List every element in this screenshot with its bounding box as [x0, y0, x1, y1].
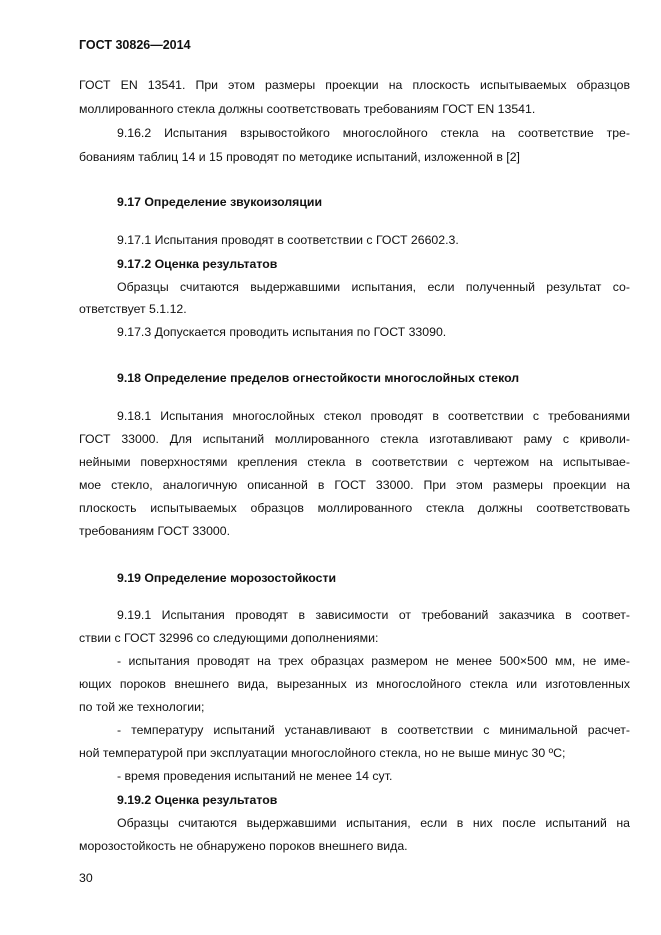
subsection-heading: 9.17.2 Оценка результатов — [117, 257, 278, 271]
text-line: ствии с ГОСТ 32996 со следующими дополнениями: — [79, 631, 379, 645]
text-line: ющих пороков внешнего вида, вырезанных из многослойного стекла или изготовленных — [79, 677, 630, 691]
text-line: 9.18.1 Испытания многослойных стекол проводят в соответствии с требованиями — [117, 409, 630, 423]
text-line: плоскость испытываемых образцов моллированного стекла должны соответствовать — [79, 501, 630, 515]
text-line: 9.17.1 Испытания проводят в соответствии с ГОСТ 26602.3. — [117, 233, 459, 247]
text-line: бованиям таблиц 14 и 15 проводят по методике испытаний, изложенной в [2] — [79, 150, 520, 164]
text-line: 9.17.3 Допускается проводить испытания по ГОСТ 33090. — [117, 325, 447, 339]
section-heading: 9.19 Определение морозостойкости — [117, 571, 337, 585]
text-line: требованиям ГОСТ 33000. — [79, 524, 231, 538]
text-line: ной температурой при эксплуатации многослойного стекла, но не выше минус 30 ºC; — [79, 746, 566, 760]
list-item: - температуру испытаний устанавливают в соответствии с минимальной расчет- — [117, 723, 630, 737]
list-item: - испытания проводят на трех образцах размером не менее 500×500 мм, не име- — [117, 654, 630, 668]
text-line: нейными поверхностями крепления стекла в соответствии с чертежом на испытывае- — [79, 455, 630, 469]
text-line: Образцы считаются выдержавшими испытания, если в них после испытаний на — [117, 816, 630, 830]
page-number: 30 — [79, 871, 93, 885]
list-item: - время проведения испытаний не менее 14 сут. — [117, 769, 393, 783]
text-line: 9.19.1 Испытания проводят в зависимости от требований заказчика в соответ- — [117, 608, 630, 622]
subsection-heading: 9.19.2 Оценка результатов — [117, 793, 278, 807]
text-line: по той же технологии; — [79, 700, 205, 714]
text-line: мое стекло, аналогичную описанной в ГОСТ 33000. При этом размеры проекции на — [79, 478, 630, 492]
text-line: Образцы считаются выдержавшими испытания, если полученный результат со- — [117, 280, 630, 294]
text-line: моллированного стекла должны соответствовать требованиям ГОСТ EN 13541. — [79, 102, 536, 116]
text-line: ГОСТ 33000. Для испытаний моллированного стекла изготавливают раму с криволи- — [79, 432, 630, 446]
section-heading: 9.18 Определение пределов огнестойкости многослойных стекол — [117, 371, 520, 385]
text-line: морозостойкость не обнаружено пороков внешнего вида. — [79, 839, 408, 853]
text-line: ГОСТ EN 13541. При этом размеры проекции на плоскость испытываемых образцов — [79, 78, 630, 92]
text-line: ответствует 5.1.12. — [79, 302, 187, 316]
section-heading: 9.17 Определение звукоизоляции — [117, 195, 323, 209]
text-line: 9.16.2 Испытания взрывостойкого многослойного стекла на соответствие тре- — [117, 126, 630, 140]
document-header: ГОСТ 30826—2014 — [79, 38, 191, 52]
